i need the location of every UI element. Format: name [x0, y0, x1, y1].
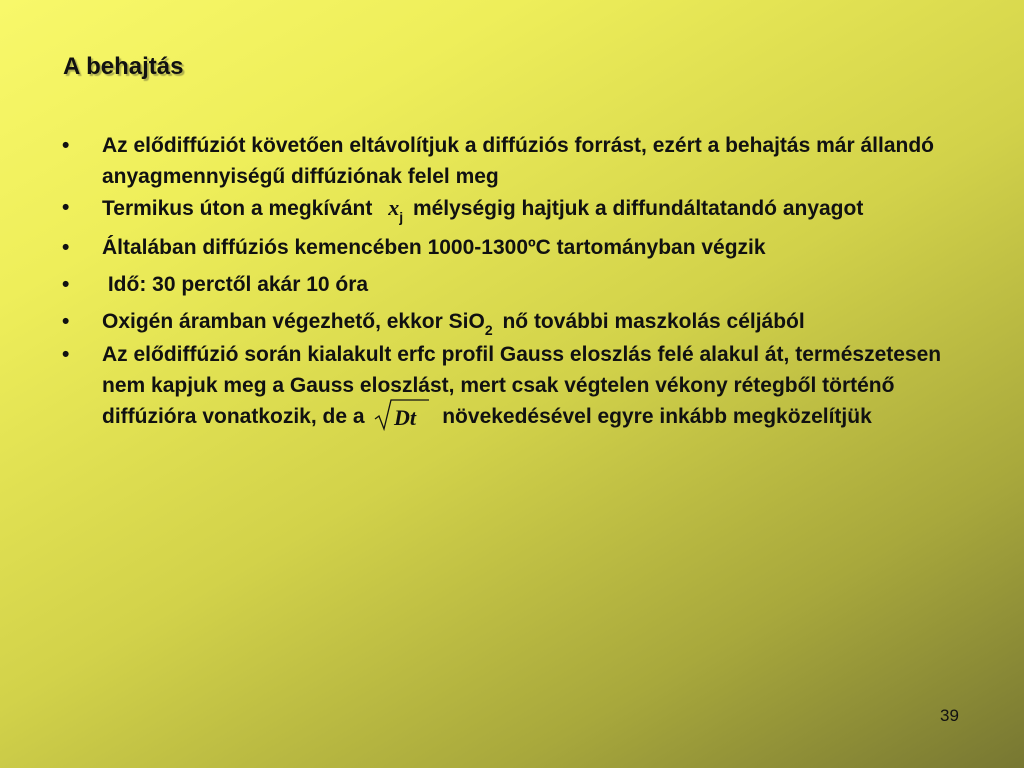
bullet-list: [62, 130, 982, 432]
bullet-item: [62, 269, 982, 300]
page-number: 39: [940, 706, 959, 725]
math-subscript: j: [399, 209, 404, 225]
bullet-text: Oxigén áramban végezhető, ekkor SiO: [102, 310, 485, 333]
slide-title: A behajtás: [63, 53, 184, 80]
bullet-text: Idő: 30 perctől akár 10 óra: [102, 273, 369, 296]
bullet-text: Az elődiffúzió során kialakult erfc profil Gauss eloszlás felé alakul át, természetesen nem kapjuk meg a Gauss eloszlást, mert csak végtelen vékony rétegből történő diffúzióra vonatkozik, de a: [102, 343, 942, 428]
bullet-text: növekedésével egyre inkább megközelítjük: [442, 405, 872, 428]
bullet-item: [62, 192, 982, 226]
bullet-text: mélységig hajtjuk a diffundáltatandó anyagot: [412, 197, 864, 220]
bullet-text: nő további maszkolás céljából: [502, 310, 805, 333]
bullet-marker: •: [62, 134, 70, 157]
bullet-text: Termikus úton a megkívánt: [102, 197, 373, 220]
bullet-item: [62, 130, 982, 192]
bullet-marker: •: [62, 343, 70, 366]
bullet-marker: •: [62, 310, 70, 333]
bullet-text: Általában diffúziós kemencében 1000-1300ºC tartományban végzik: [102, 236, 766, 259]
math-variable: x: [388, 195, 400, 220]
bullet-marker: •: [62, 196, 70, 219]
bullet-marker: •: [62, 273, 70, 296]
bullet-item: [62, 306, 982, 339]
bullet-item: [62, 339, 982, 432]
chemical-subscript: 2: [484, 322, 493, 338]
sqrt-formula: [374, 398, 430, 432]
bullet-marker: •: [62, 236, 70, 259]
bullet-text: Az elődiffúziót követően eltávolítjuk a diffúziós forrást, ezért a behajtás már állandó anyagmennyiségű diffúziónak felel meg: [102, 134, 934, 188]
sqrt-radicand: Dt: [394, 405, 417, 431]
bullet-item: [62, 232, 982, 263]
